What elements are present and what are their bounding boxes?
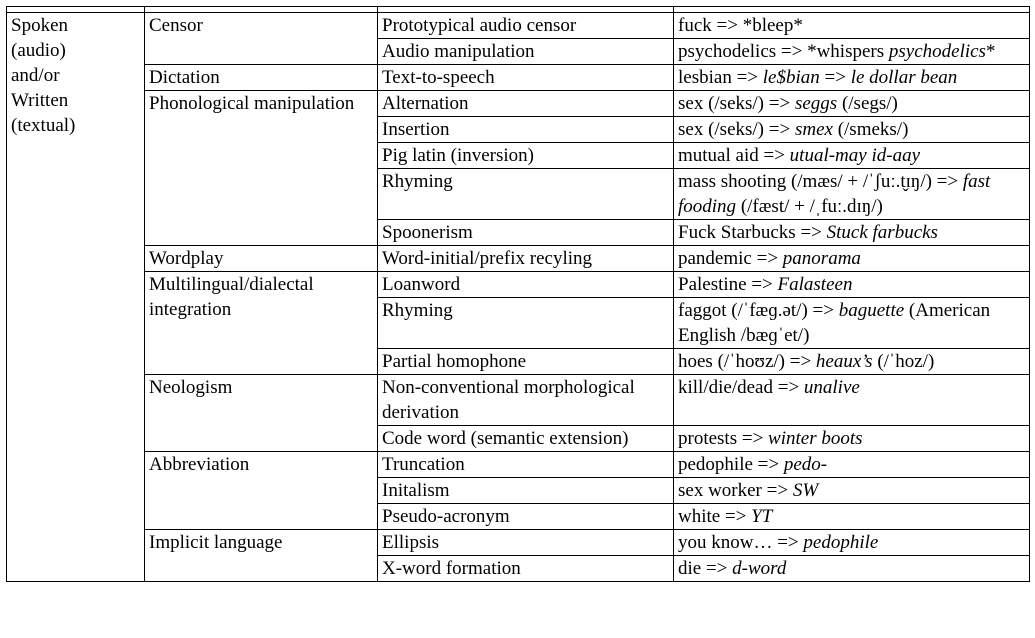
example-euphemism: winter boots bbox=[768, 428, 863, 449]
technique-cell: Ellipsis bbox=[378, 530, 674, 556]
example-cell bbox=[674, 478, 1030, 504]
example-euphemism: Falasteen bbox=[777, 274, 853, 295]
technique-cell: Non-conventional morphological derivation bbox=[378, 375, 674, 426]
example-cell bbox=[674, 39, 1030, 65]
example-text: mass shooting (/mæs/ + /ˈʃuː.t̬ɪŋ/) => bbox=[678, 171, 963, 192]
example-cell bbox=[674, 272, 1030, 298]
example-cell bbox=[674, 375, 1030, 426]
example-cell bbox=[674, 143, 1030, 169]
example-euphemism: panorama bbox=[782, 248, 861, 269]
technique-cell: Partial homophone bbox=[378, 349, 674, 375]
table-row bbox=[7, 246, 1030, 272]
example-euphemism: fast fooding bbox=[678, 171, 991, 217]
example-text: sex (/seks/) => bbox=[678, 93, 795, 114]
category-cell: Wordplay bbox=[145, 246, 378, 272]
technique-cell: Loanword bbox=[378, 272, 674, 298]
technique-cell: Audio manipulation bbox=[378, 39, 674, 65]
example-text: (American English /bæɡˈet/) bbox=[678, 300, 991, 346]
example-euphemism: pedo- bbox=[783, 454, 828, 475]
example-text: pedophile => bbox=[678, 454, 784, 475]
table-row bbox=[7, 452, 1030, 478]
technique-cell: Prototypical audio censor bbox=[378, 13, 674, 39]
example-text: (/smeks/) bbox=[832, 119, 909, 140]
technique-cell: Rhyming bbox=[378, 298, 674, 349]
technique-cell: X-word formation bbox=[378, 556, 674, 582]
table-row bbox=[7, 13, 1030, 39]
example-cell bbox=[674, 349, 1030, 375]
taxonomy-table-body bbox=[7, 7, 1030, 582]
table-row bbox=[7, 65, 1030, 91]
example-text: Palestine => bbox=[678, 274, 778, 295]
example-cell bbox=[674, 452, 1030, 478]
example-text: * bbox=[985, 41, 996, 62]
example-cell bbox=[674, 246, 1030, 272]
example-text: faggot (/ˈfæɡ.ət/) => bbox=[678, 300, 839, 321]
technique-cell: Word-initial/prefix recyling bbox=[378, 246, 674, 272]
category-cell: Phonological manipulation bbox=[145, 91, 378, 246]
example-text: fuck => *bleep* bbox=[678, 15, 803, 36]
example-text: (/segs/) bbox=[837, 93, 898, 114]
technique-cell: Code word (semantic extension) bbox=[378, 426, 674, 452]
example-cell bbox=[674, 169, 1030, 220]
example-text: hoes (/ˈhoʊz/) => bbox=[678, 351, 816, 372]
example-cell bbox=[674, 13, 1030, 39]
example-euphemism: psychodelics bbox=[888, 41, 986, 62]
example-euphemism: d-word bbox=[732, 558, 787, 579]
table-row bbox=[7, 375, 1030, 426]
example-text: mutual aid => bbox=[678, 145, 790, 166]
example-text: sex (/seks/) => bbox=[678, 119, 795, 140]
example-cell bbox=[674, 530, 1030, 556]
technique-cell: Rhyming bbox=[378, 169, 674, 220]
taxonomy-table bbox=[6, 6, 1030, 582]
example-text: lesbian => bbox=[678, 67, 763, 88]
example-euphemism: smex bbox=[794, 119, 833, 140]
example-text: (/ˈhoz/) bbox=[872, 351, 935, 372]
technique-cell: Truncation bbox=[378, 452, 674, 478]
example-text: protests => bbox=[678, 428, 769, 449]
example-euphemism: unalive bbox=[803, 377, 860, 398]
category-cell: Censor bbox=[145, 13, 378, 65]
example-text: (/fæst/ + /ˌfuː.dɪŋ/) bbox=[736, 196, 883, 217]
example-euphemism: le dollar bean bbox=[850, 67, 958, 88]
example-text: die => bbox=[678, 558, 733, 579]
table-row bbox=[7, 272, 1030, 298]
category-cell: Dictation bbox=[145, 65, 378, 91]
example-text: sex worker => bbox=[678, 480, 793, 501]
example-cell bbox=[674, 220, 1030, 246]
table-row bbox=[7, 530, 1030, 556]
example-cell bbox=[674, 117, 1030, 143]
example-euphemism: seggs bbox=[794, 93, 838, 114]
table-row bbox=[7, 91, 1030, 117]
technique-cell: Initalism bbox=[378, 478, 674, 504]
category-cell: Multilingual/dialectal integration bbox=[145, 272, 378, 375]
example-euphemism: heaux’s bbox=[815, 351, 873, 372]
example-text: you know… => bbox=[678, 532, 804, 553]
example-text: psychodelics => *whispers bbox=[678, 41, 889, 62]
example-text: white => bbox=[678, 506, 752, 527]
technique-cell: Insertion bbox=[378, 117, 674, 143]
technique-cell: Pig latin (inversion) bbox=[378, 143, 674, 169]
technique-cell: Alternation bbox=[378, 91, 674, 117]
technique-cell: Text-to-speech bbox=[378, 65, 674, 91]
example-cell bbox=[674, 65, 1030, 91]
example-euphemism: utual-may id-aay bbox=[789, 145, 920, 166]
example-cell bbox=[674, 91, 1030, 117]
technique-cell: Pseudo-acronym bbox=[378, 504, 674, 530]
example-cell bbox=[674, 426, 1030, 452]
example-text: kill/die/dead => bbox=[678, 377, 804, 398]
category-cell: Neologism bbox=[145, 375, 378, 452]
example-cell bbox=[674, 556, 1030, 582]
example-text: => bbox=[819, 67, 851, 88]
category-cell: Abbreviation bbox=[145, 452, 378, 530]
example-text: Fuck Starbucks => bbox=[678, 222, 827, 243]
example-text: pandemic => bbox=[678, 248, 783, 269]
medium-cell: Spoken (audio) and/or Written (textual) bbox=[7, 13, 145, 582]
example-euphemism: le$bian bbox=[762, 67, 820, 88]
example-euphemism: baguette bbox=[838, 300, 905, 321]
category-cell: Implicit language bbox=[145, 530, 378, 582]
example-euphemism: YT bbox=[751, 506, 773, 527]
example-euphemism: pedophile bbox=[803, 532, 879, 553]
example-cell bbox=[674, 298, 1030, 349]
example-cell bbox=[674, 504, 1030, 530]
example-euphemism: Stuck farbucks bbox=[826, 222, 938, 243]
example-euphemism: SW bbox=[792, 480, 819, 501]
technique-cell: Spoonerism bbox=[378, 220, 674, 246]
